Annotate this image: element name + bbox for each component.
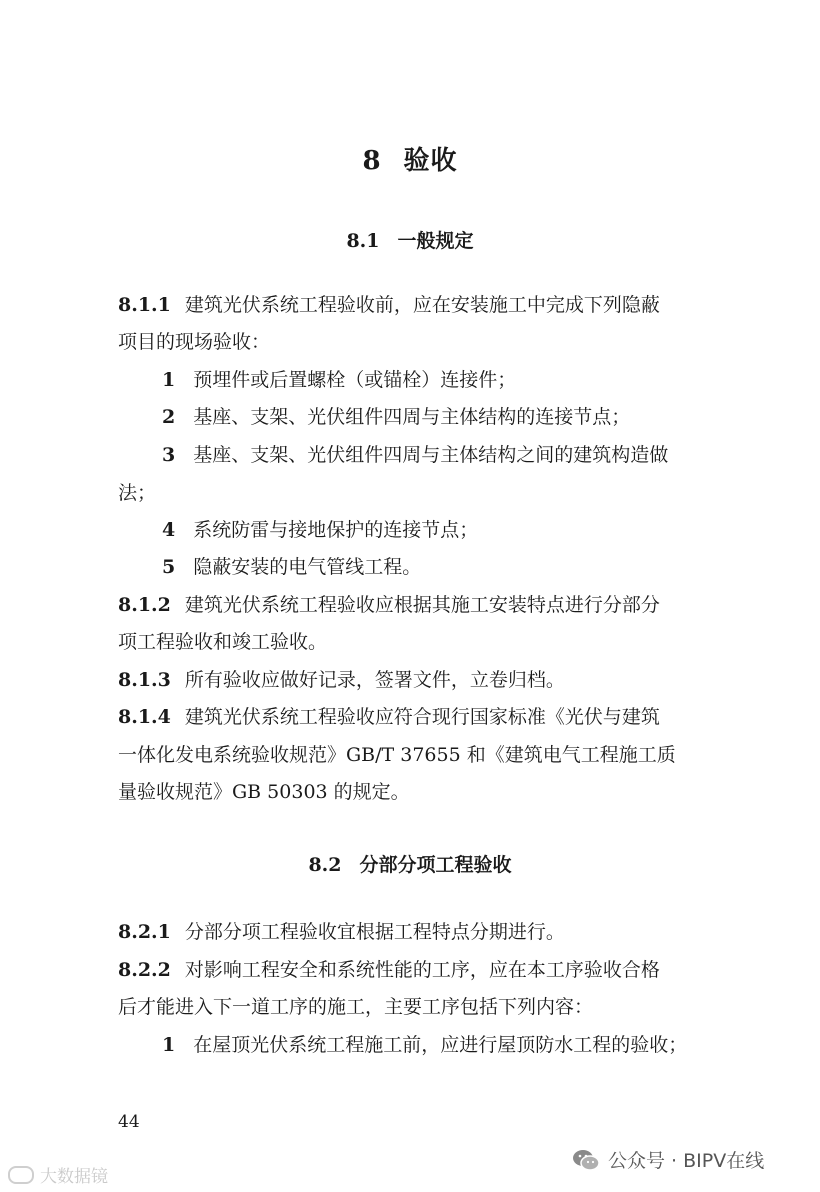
item-number: 4 — [162, 519, 176, 541]
section-title-text: 分部分项工程验收 — [359, 854, 512, 876]
clause-text: 一体化发电系统验收规范》GB/T 37655 和《建筑电气工程施工质 — [118, 744, 676, 766]
watermark-right — [572, 1146, 764, 1173]
clause-text: 建筑光伏系统工程验收前，应在安装施工中完成下列隐蔽 — [184, 294, 660, 316]
item-number: 5 — [162, 556, 176, 578]
section-number: 8.1 — [346, 230, 380, 252]
list-item — [162, 1033, 802, 1057]
chapter-title — [0, 140, 820, 177]
watermark-right-text: 公众号 · BIPV在线 — [608, 1150, 765, 1172]
list-item — [162, 518, 802, 542]
clause-8-1-1-line2 — [118, 330, 758, 354]
clause-text: 对影响工程安全和系统性能的工序，应在本工序验收合格 — [184, 959, 660, 981]
watermark-logo-icon — [8, 1166, 34, 1184]
clause-text: 分部分项工程验收宜根据工程特点分期进行。 — [184, 921, 565, 943]
watermark-left-text: 大数据镜 — [40, 1167, 108, 1187]
clause-number: 8.2.2 — [118, 959, 171, 981]
chapter-title-text: 验收 — [403, 146, 458, 176]
section-title-8-2 — [0, 850, 820, 877]
clause-8-1-4-line1 — [118, 705, 758, 729]
item-text: 法； — [118, 482, 157, 504]
page-number: 44 — [118, 1112, 140, 1132]
clause-8-1-3-line1 — [118, 668, 758, 692]
clause-number: 8.1.3 — [118, 669, 171, 691]
clause-8-1-2-line1 — [118, 593, 758, 617]
item-number: 2 — [162, 406, 176, 428]
item-text: 在屋顶光伏系统工程施工前，应进行屋顶防水工程的验收； — [193, 1034, 688, 1056]
clause-text: 建筑光伏系统工程验收应符合现行国家标准《光伏与建筑 — [184, 706, 660, 728]
chapter-number: 8 — [362, 146, 382, 176]
item-text: 基座、支架、光伏组件四周与主体结构之间的建筑构造做 — [193, 444, 669, 466]
list-item — [162, 555, 802, 579]
clause-text: 项目的现场验收： — [118, 331, 271, 353]
list-item — [162, 368, 802, 392]
item-number: 1 — [162, 369, 176, 391]
list-item — [162, 443, 802, 467]
clause-number: 8.2.1 — [118, 921, 171, 943]
item-number: 1 — [162, 1034, 176, 1056]
clause-number: 8.1.4 — [118, 706, 171, 728]
clause-text: 后才能进入下一道工序的施工，主要工序包括下列内容： — [118, 996, 594, 1018]
watermark-left — [8, 1162, 108, 1187]
section-title-text: 一般规定 — [397, 230, 474, 252]
wechat-icon — [572, 1148, 600, 1172]
list-item — [162, 405, 802, 429]
item-text: 基座、支架、光伏组件四周与主体结构的连接节点； — [193, 406, 631, 428]
clause-text: 量验收规范》GB 50303 的规定。 — [118, 781, 410, 803]
clause-number: 8.1.1 — [118, 294, 171, 316]
list-item-continuation — [118, 481, 758, 505]
clause-8-1-2-line2 — [118, 630, 758, 654]
item-text: 预埋件或后置螺栓（或锚栓）连接件； — [193, 369, 517, 391]
clause-text: 项工程验收和竣工验收。 — [118, 631, 328, 653]
item-text: 隐蔽安装的电气管线工程。 — [193, 556, 422, 578]
clause-8-2-1-line1 — [118, 920, 758, 944]
section-number: 8.2 — [308, 854, 342, 876]
item-number: 3 — [162, 444, 176, 466]
clause-8-1-4-line3 — [118, 780, 758, 804]
section-title-8-1 — [0, 226, 820, 253]
clause-text: 建筑光伏系统工程验收应根据其施工安装特点进行分部分 — [184, 594, 660, 616]
clause-8-1-4-line2 — [118, 743, 758, 767]
clause-8-2-2-line1 — [118, 958, 758, 982]
clause-8-1-1-line1 — [118, 293, 758, 317]
clause-text: 所有验收应做好记录，签署文件，立卷归档。 — [184, 669, 565, 691]
clause-number: 8.1.2 — [118, 594, 171, 616]
clause-8-2-2-line2 — [118, 995, 758, 1019]
item-text: 系统防雷与接地保护的连接节点； — [193, 519, 479, 541]
